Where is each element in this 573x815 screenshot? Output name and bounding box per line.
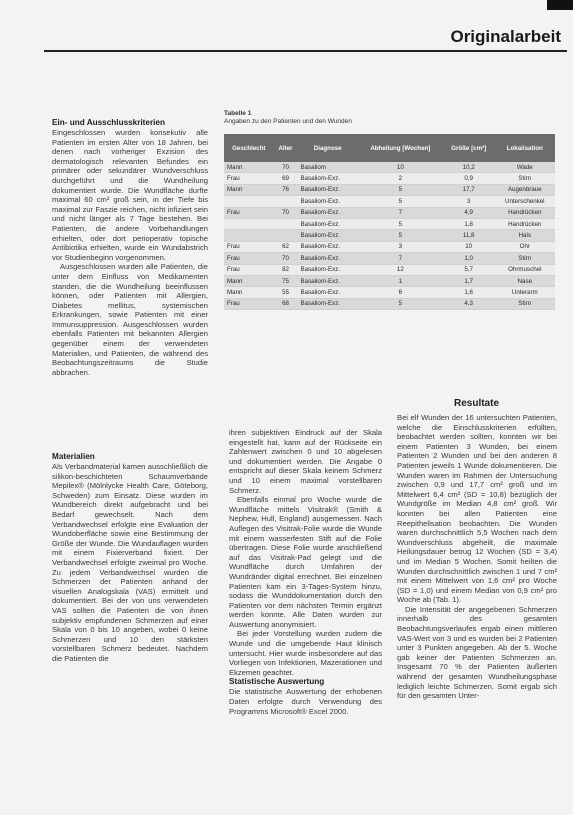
table-cell: Basaliom-Exz. bbox=[298, 184, 358, 195]
table-cell: 82 bbox=[274, 264, 298, 275]
table-cell: Frau bbox=[224, 264, 274, 275]
heading-results: Resultate bbox=[454, 398, 500, 409]
paragraph: Bei jeder Vorstellung wurden zudem die Wunde und die umgebende Haut klinisch untersucht. Hier wurde insbesondere auf das Vorliegen von Infektionen, Mazerationen und Ekzemen geachtet. bbox=[229, 629, 382, 677]
table-cell: 68 bbox=[274, 298, 298, 309]
table-cell: 5 bbox=[358, 230, 443, 241]
table-cell: 76 bbox=[274, 184, 298, 195]
table-cell: 1,0 bbox=[443, 253, 495, 264]
column-2 bbox=[229, 428, 382, 716]
paragraph: ihren subjektiven Eindruck auf der Skala eingestellt hat, kann auf der Rückseite ein Zahlenwert zwischen 0 und 10 abgelesen und dokumentiert werden. Die Angabe 0 entspricht auf dieser Skala keinem Schmerz und 10 einem maximal vorstellbaren Schmerz. bbox=[229, 428, 382, 495]
table-number: Tabelle 1 bbox=[224, 110, 252, 117]
table-cell: Basaliom-Exz. bbox=[298, 230, 358, 241]
table-cell: 17,7 bbox=[443, 184, 495, 195]
table-cell: Basaliom-Exz. bbox=[298, 218, 358, 229]
table-cell bbox=[274, 196, 298, 207]
table-cell: Frau bbox=[224, 207, 274, 218]
corner-tab bbox=[547, 0, 573, 10]
section-title: Originalarbeit bbox=[450, 27, 561, 46]
paragraph: Eingeschlossen wurden konsekutiv alle Patienten im ersten Alter von 18 Jahren, bei denen nach vorheriger Exzision des dermatologisch relevanten Befundes ein primärer oder sekundärer Wundverschluss durchgeführt und die Wundheilung dokumentiert wurde. Die Wundfläche durfte maximal 60 cm² groß sein, in der Tiefe bis maximal zur Faszie reichen, nicht infiziert sein und nicht länger als 7 Tage bestehen. Bei Patienten, die andere Vorbehandlungen erhielten, oder dort perioperativ topische Antibiotika erhielten, wurde ein Wundabstrich vor Studienbeginn vorgenommen. bbox=[52, 128, 208, 262]
column-1-bottom bbox=[52, 452, 208, 663]
table-cell: 5,7 bbox=[443, 264, 495, 275]
table-cell bbox=[224, 196, 274, 207]
table-cell: 3 bbox=[443, 196, 495, 207]
column-3 bbox=[397, 413, 557, 701]
table-cell: Wade bbox=[495, 162, 555, 173]
table-cell: 7 bbox=[358, 207, 443, 218]
table-cell: 2 bbox=[358, 173, 443, 184]
table-cell: Mann bbox=[224, 184, 274, 195]
table-cell: Basaliom-Exz. bbox=[298, 196, 358, 207]
table-cell: 1,8 bbox=[443, 218, 495, 229]
patient-table bbox=[224, 134, 555, 310]
table-cell: Hals bbox=[495, 230, 555, 241]
paragraph: Als Verbandmaterial kamen ausschließlich die silikon-beschichteten Schaumverbände Mepilex® (Mölnlycke Health Care, Göteborg, Schweden) zum Einsatz. Diese wurden im Wundbereich direkt aufgebracht und bei Bedarf gewechselt. Nach dem Verbandwechsel erfolgte eine Evaluation der Wundoberfläche sowie eine Bestimmung der Größe der Wunde. Die Wundauflagen wurden mit einem Fixierverband fixiert. Der Verbandwechsel erfolgte zweimal pro Woche. Zu jedem Verbandwechsel wurden die Schmerzen der Patienten anhand der visuellen Analogskala (VAS) ermittelt und dokumentiert. Bei der von uns verwendeten VAS sollten die Patienten die von ihnen subjektiv empfundenen Schmerzen auf einer Skala von 0 bis 10 angeben, wobei 0 keine Schmerzen und 10 den stärksten vorstellbaren Schmerz bedeutet. Nachdem die Patienten die bbox=[52, 462, 208, 663]
heading-statistics: Statistische Auswertung bbox=[229, 677, 325, 687]
table-cell: Basaliom bbox=[298, 162, 358, 173]
table-row bbox=[224, 230, 555, 241]
table-cell: Ohrmuschel bbox=[495, 264, 555, 275]
table-row bbox=[224, 207, 555, 218]
table-cell: 5 bbox=[358, 218, 443, 229]
table-cell: 69 bbox=[274, 173, 298, 184]
table-row bbox=[224, 253, 555, 264]
table-cell: Unterarm bbox=[495, 287, 555, 298]
table-row bbox=[224, 184, 555, 195]
table-cell: 70 bbox=[274, 207, 298, 218]
table-cell bbox=[224, 218, 274, 229]
table-header-row bbox=[224, 134, 555, 162]
table-cell: Basaliom-Exz. bbox=[298, 241, 358, 252]
table-cell: Handrücken bbox=[495, 218, 555, 229]
table-cell: Basaliom-Exz. bbox=[298, 207, 358, 218]
table-cell: 5 bbox=[358, 196, 443, 207]
table-row bbox=[224, 241, 555, 252]
table-cell: 12 bbox=[358, 264, 443, 275]
table-cell: 5 bbox=[358, 184, 443, 195]
table-header-cell: Abheilung [Wochen] bbox=[358, 134, 443, 162]
table-cell: Frau bbox=[224, 173, 274, 184]
table-cell: 75 bbox=[274, 275, 298, 286]
table-row bbox=[224, 298, 555, 309]
table-cell: Stirn bbox=[495, 253, 555, 264]
table-title: Angaben zu den Patienten und den Wunden bbox=[224, 118, 352, 125]
table-cell bbox=[274, 230, 298, 241]
table-cell: 1,6 bbox=[443, 287, 495, 298]
table-cell: 7 bbox=[358, 253, 443, 264]
table-cell: Basaliom-Exz. bbox=[298, 275, 358, 286]
table-row bbox=[224, 173, 555, 184]
table-cell: 6 bbox=[358, 287, 443, 298]
table-cell: Basaliom-Exz. bbox=[298, 264, 358, 275]
header-rule bbox=[44, 50, 567, 52]
table-cell: Basaliom-Exz. bbox=[298, 298, 358, 309]
table-cell: Basaliom-Exz. bbox=[298, 173, 358, 184]
table-header-cell: Alter bbox=[274, 134, 298, 162]
table-caption bbox=[224, 110, 352, 126]
table-cell: 11,8 bbox=[443, 230, 495, 241]
table-row bbox=[224, 264, 555, 275]
table-cell: 0,9 bbox=[443, 173, 495, 184]
paragraph: Die statistische Auswertung der erhobenen Daten erfolgte durch Verwendung des Programms Microsoft® Excel 2000. bbox=[229, 687, 382, 716]
column-1-top bbox=[52, 118, 208, 377]
table-row bbox=[224, 162, 555, 173]
table-cell: Basaliom-Exz. bbox=[298, 287, 358, 298]
table-cell: Frau bbox=[224, 253, 274, 264]
table-cell: Unterschenkel bbox=[495, 196, 555, 207]
table-cell bbox=[224, 230, 274, 241]
table-cell: Frau bbox=[224, 241, 274, 252]
table-row bbox=[224, 275, 555, 286]
table-cell: Augenbraue bbox=[495, 184, 555, 195]
table-row bbox=[224, 196, 555, 207]
table-cell: 5 bbox=[358, 298, 443, 309]
table-body bbox=[224, 162, 555, 310]
table-cell: 10 bbox=[443, 241, 495, 252]
table-cell: 62 bbox=[274, 241, 298, 252]
table-cell: Stirn bbox=[495, 298, 555, 309]
table-cell: Mann bbox=[224, 275, 274, 286]
paragraph: Die Intensität der angegebenen Schmerzen innerhalb des gesamten Beobachtungsverlaufes ergab einen mittleren VAS-Wert von 3 und es wurden bei 2 Patienten unter 3 Punkten angegeben. Ab der 5. Woche gab keiner der Patienten Schmerzen an. Insgesamt 70 % der Patienten äußerten während der gesamten Wundheilungsphase lediglich leichte Schmerzen. Somit ergab sich für den gesamten Unter- bbox=[397, 604, 557, 701]
table-cell: Nase bbox=[495, 275, 555, 286]
table-cell: Mann bbox=[224, 287, 274, 298]
table-cell: 1,7 bbox=[443, 275, 495, 286]
heading-inclusion: Ein- und Ausschlusskriterien bbox=[52, 118, 165, 127]
table-cell: 4,3 bbox=[443, 298, 495, 309]
table-cell: 1 bbox=[358, 275, 443, 286]
table-cell: 4,9 bbox=[443, 207, 495, 218]
table-row bbox=[224, 218, 555, 229]
table-cell: 70 bbox=[274, 162, 298, 173]
table-header-cell: Diagnose bbox=[298, 134, 358, 162]
paragraph: Bei elf Wunden der 16 untersuchten Patienten, welche die Einschlusskriterien erfüllten, beobachtet werden sollten, konnten wir bei einem Patienten 3 Wunden, bei einem Patienten 2 Wunden und bei den anderen 8 Patienten jeweils 1 Wunde dokumentieren. Die Wunden waren im Rahmen der Untersuchung zwischen 0,9 und 17,7 cm² groß und im Mittelwert 6,4 cm² (SD = 10,8) bezüglich der Wundgröße im Median 4,8 cm² groß. Wir konnten bei allen Patienten eine Reepithelisation beobachten. Die Wunden waren durchschnittlich 5,5 Wochen nach dem Wundverschluss abgeheilt, die maximale Heilungsdauer betrug 12 Wochen (SD = 3,4) und im Median 5 Wochen. Somit heilten die Wunden durchschnittlich zwischen 1 und 7 cm² mit einem Mittelwert von 1,6 cm² pro Woche (SD = 1,0) und einem Median von 0,9 cm² pro Woche ab (Tab. 1). bbox=[397, 413, 557, 605]
table-cell: Frau bbox=[224, 298, 274, 309]
table-cell: 10 bbox=[358, 162, 443, 173]
paragraph: Ausgeschlossen wurden alle Patienten, die unter dem Einfluss von Medikamenten standen, die die Wundheilung beeinflussen können, oder Patienten mit Allergien, Diabetes mellitus, systemischen Erkrankungen, sowie Patienten mit einer Immunsuppression. Ausgeschlossen wurden ebenfalls Patienten mit bekannten Allergien gegenüber einem der verwendeten Materialien, und Patienten, die während des Beobachtungszeitraums die Studie abbrachen. bbox=[52, 262, 208, 377]
table-cell: 70 bbox=[274, 253, 298, 264]
table-cell: Stirn bbox=[495, 173, 555, 184]
table-cell: Ohr bbox=[495, 241, 555, 252]
table-header-cell: Größe [cm²] bbox=[443, 134, 495, 162]
heading-materials: Materialien bbox=[52, 452, 95, 461]
table-cell: 3 bbox=[358, 241, 443, 252]
table-cell: Handrücken bbox=[495, 207, 555, 218]
table-header-cell: Lokalisation bbox=[495, 134, 555, 162]
table-row bbox=[224, 287, 555, 298]
table-cell bbox=[274, 218, 298, 229]
table-cell: Basaliom-Exz. bbox=[298, 253, 358, 264]
table-cell: 10,2 bbox=[443, 162, 495, 173]
table-header-cell: Geschlecht bbox=[224, 134, 274, 162]
table-cell: 55 bbox=[274, 287, 298, 298]
table-cell: Mann bbox=[224, 162, 274, 173]
paragraph: Ebenfalls einmal pro Woche wurde die Wundfläche mittels Visitrak® (Smith & Nephew, Hull, England) ausgemessen. Nach Auflegen des Visitrak-Folie wurde die Wunde mit einem wasserfesten Stift auf die Folie übertragen. Diese Folie wurde anschließend auf das Visitrak-Pad gelegt und die Wundfläche durch Umfahren der Wundränder digital errechnet. Bei einzelnen Patienten kam ein 3-Tages-System hinzu, sodass die Wunddokumentation durch den Patienten vor dem nächsten Termin ergänzt werden konnte. Alle Daten wurden zur Auswertung anonymisiert. bbox=[229, 495, 382, 629]
